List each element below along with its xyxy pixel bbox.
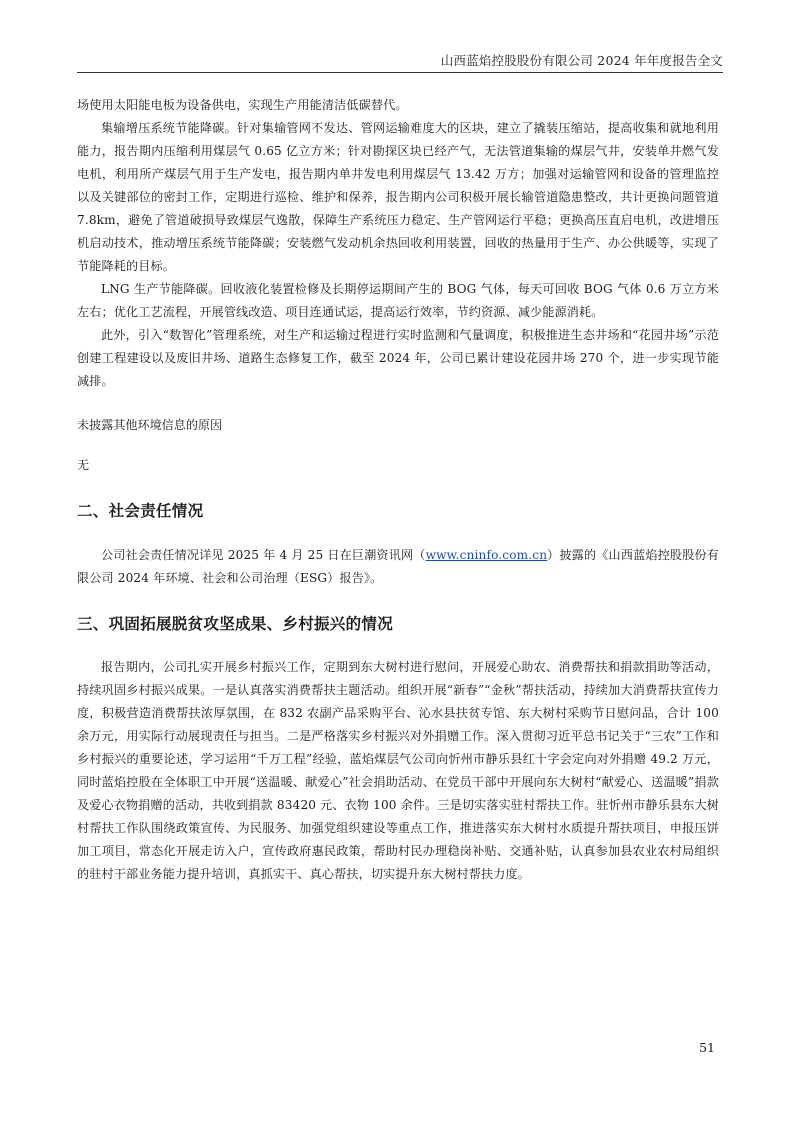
paragraph-gathering-compression: 集输增压系统节能降碳。针对集输管网不发达、管网运输难度大的区块，建立了撬装压缩站，提高收集和就地利用能力，报告期内压缩利用煤层气 0.65 亿立方米；针对勘探区块已经产气，无法管道集输的煤层气井，安装单井燃气发电机，利用所产煤层气用于生产发电，报告期内单井发电利用煤层气 13.42 万方；加强对运输管网和设备的管理监控以及关键部位的密封工作，定期进行巡检、维护和保养，报告期内公司积极开展长输管道隐患整改，共计更换问题管道 7.8km，避免了管道破损导致煤层气逸散，保障生产系统压力稳定、生产管网运行平稳；更换高压直启电机，改进增压机启动技术，推动增压系统节能降碳；安装燃气发动机余热回收利用装置，回收的热量用于生产、办公供暖等，实现了节能降耗的目标。: [77, 121, 719, 273]
page-number: 51: [699, 1040, 715, 1055]
social-text-after: ）披露的《山西蓝焰控股股份有限公司 2024 年环境、社会和公司治理（ESG）报告》。: [77, 548, 719, 585]
paragraph-solar-continuation: 场使用太阳能电板为设备供电，实现生产用能清洁低碳替代。: [77, 98, 408, 112]
paragraph-digital-management: 此外，引入“数智化”管理系统，对生产和运输过程进行实时监测和气量调度，积极推进生态井场和“花园井场”示范创建工程建设以及废旧井场、道路生态修复工作，截至 2024 年，公司已累计建设花园井场 270 个，进一步实现节能减排。: [77, 328, 719, 388]
cninfo-link[interactable]: www.cninfo.com.cn: [425, 548, 548, 562]
undisclosed-reason-label: 未披露其他环境信息的原因: [77, 418, 223, 432]
paragraph-rural-revitalization: 报告期内，公司扎实开展乡村振兴工作，定期到东大树村进行慰问，开展爱心助农、消费帮扶和捐款捐助等活动，持续巩固乡村振兴成果。一是认真落实消费帮扶主题活动。组织开展“新春”“金秋”帮扶活动，持续加大消费帮扶宣传力度，积极营造消费帮扶浓厚氛围，在 832 农副产品采购平台、沁水县扶贫专馆、东大树村采购节日慰问品，合计 100 余万元，用实际行动展现责任与担当。二是严格落实乡村振兴对外捐赠工作。深入贯彻习近平总书记关于“三农”工作和乡村振兴的重要论述，学习运用“千万工程”经验，蓝焰煤层气公司向忻州市静乐县红十字会定向对外捐赠 49.2 万元，同时蓝焰控股在全体职工中开展“送温暖、献爱心”社会捐助活动、在党员干部中开展向东大树村“献爱心、送温暖”捐款及爱心衣物捐赠的活动，共收到捐款 83420 元、衣物 100 余件。三是切实落实驻村帮扶工作。驻忻州市静乐县东大树村帮扶工作队围绕政策宣传、为民服务、加强党组织建设等重点工作，推进落实东大树村水质提升帮扶项目，申报压饼加工项目，常态化开展走访入户，宣传政府惠民政策，帮助村民办理稳岗补贴、交通补贴，认真参加县农业农村局组织的驻村干部业务能力提升培训，真抓实干、真心帮扶，切实提升东大树村帮扶力度。: [77, 660, 719, 881]
page-header: [77, 48, 723, 73]
page-content: [77, 94, 719, 886]
section-heading-rural-revitalization: 三、巩固拓展脱贫攻坚成果、乡村振兴的情况: [77, 615, 394, 633]
social-text-before: 公司社会责任情况详见 2025 年 4 月 25 日在巨潮资讯网（: [101, 548, 426, 562]
report-title-header: 山西蓝焰控股股份有限公司 2024 年年度报告全文: [440, 53, 723, 68]
section-heading-social-responsibility: 二、社会责任情况: [77, 502, 204, 520]
paragraph-social-responsibility: [77, 544, 719, 590]
undisclosed-reason-value: 无: [77, 458, 90, 472]
paragraph-lng-production: LNG 生产节能降碳。回收液化装置检修及长期停运期间产生的 BOG 气体，每天可回收 BOG 气体 0.6 万立方米左右；优化工艺流程，开展管线改造、项目连通试运，提高运行效率，节约资源、减少能源消耗。: [77, 282, 719, 319]
